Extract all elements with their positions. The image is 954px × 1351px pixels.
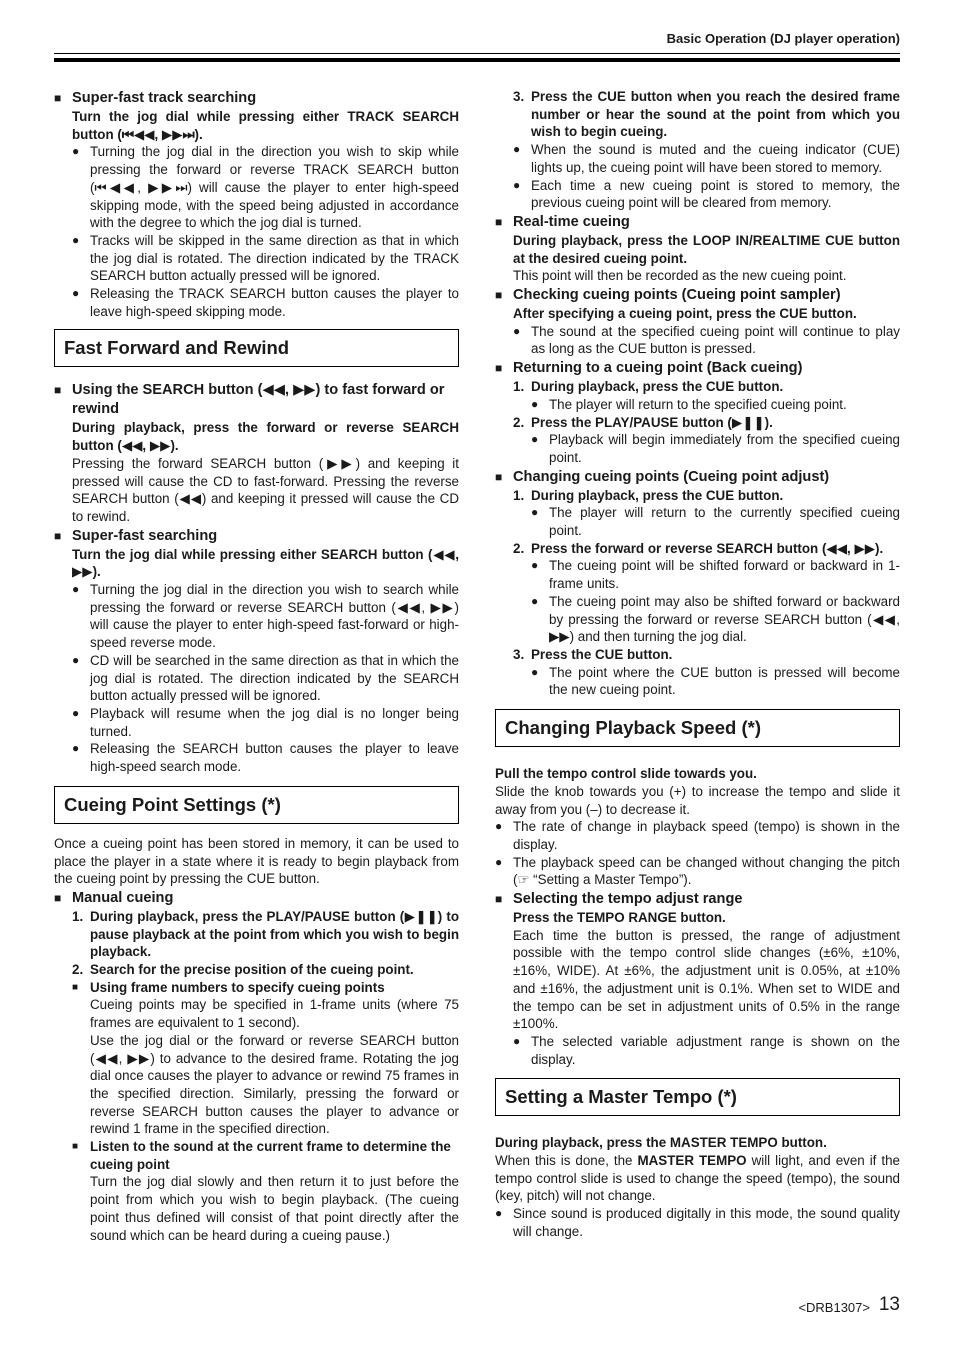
bullet-item: ● The cueing point will be shifted forward or backward in 1-frame units. <box>531 557 900 592</box>
subheading-frame-numbers: ■ Using frame numbers to specify cueing points <box>54 979 459 997</box>
body-text: This point will then be recorded as the new cueing point. <box>513 268 847 284</box>
bullet-item: ● Turning the jog dial in the direction you wish to search while pressing the forward or reverse SEARCH button (◀◀, ▶▶) will cause the player to enter high-speed fast-forward or high-speed reverse mode. <box>72 581 459 652</box>
body-text: Once a cueing point has been stored in memory, it can be used to place the player in a state where it is ready to begin playback from the cueing point by pressing the CUE button. <box>54 835 459 887</box>
heading-tempo-range: ■ Selecting the tempo adjust range <box>495 890 900 909</box>
instruction: Press the TEMPO RANGE button. <box>513 910 726 926</box>
bullet-item: ● The player will return to the currently specified cueing point. <box>531 504 900 539</box>
bullet-item: ● Turning the jog dial in the direction you wish to skip while pressing the forward or reverse TRACK SEARCH button (⏮◀◀, ▶▶⏭) will cause the player to enter high-speed skipping mode, with the speed being adjusted in accordance with the degree to which the jog dial is turned. <box>72 143 459 232</box>
body-text: Pressing the forward SEARCH button (▶▶) and keeping it pressed will cause the CD to fast-forward. Pressing the reverse SEARCH button (◀◀) and keeping it pressed will cause the CD to rewind. <box>72 455 459 524</box>
bullet-item: ● Releasing the TRACK SEARCH button causes the player to leave high-speed skipping mode. <box>72 285 459 320</box>
instruction: Pull the tempo control slide towards you. <box>495 766 757 782</box>
right-column <box>495 88 900 1241</box>
bullet-item: ● The playback speed can be changed without changing the pitch (☞ “Setting a Master Tempo”). <box>495 854 900 889</box>
step-3: 3. Press the CUE button. <box>513 646 673 662</box>
step-2: 2. Search for the precise position of the cueing point. <box>72 962 414 978</box>
section-title-cueing-point: Cueing Point Settings (*) <box>54 786 459 824</box>
bullet-item: ● When the sound is muted and the cueing indicator (CUE) lights up, the cueing point will have been stored to memory. <box>513 141 900 176</box>
bullet-item: ● Each time a new cueing point is stored to memory, the previous cueing point will be cleared from memory. <box>513 177 900 212</box>
section-title-master-tempo: Setting a Master Tempo (*) <box>495 1078 900 1116</box>
body-text: Turn the jog dial slowly and then return it to just before the point from which you wish to begin playback. (The cueing point thus defined will consist of that point directly after the sound which can be heard during a cueing pause.) <box>90 1174 459 1243</box>
bullet-item: ● Tracks will be skipped in the same direction as that in which the jog dial is rotated. The direction indicated by the TRACK SEARCH button actually pressed will be ignored. <box>72 232 459 285</box>
heading-back-cueing: ■ Returning to a cueing point (Back cueing) <box>495 359 900 378</box>
header-rule-thin <box>54 53 900 54</box>
heading-super-fast-searching: ■ Super-fast searching <box>54 527 459 546</box>
section-title-fast-forward: Fast Forward and Rewind <box>54 329 459 367</box>
bullet-item: ● Releasing the SEARCH button causes the player to leave high-speed search mode. <box>72 740 459 775</box>
document-code: <DRB1307> <box>798 1300 870 1315</box>
step-2: 2. Press the PLAY/PAUSE button (▶❚❚). <box>513 414 773 430</box>
step-2: 2. Press the forward or reverse SEARCH button (◀◀, ▶▶). <box>513 540 884 556</box>
instruction: During playback, press the LOOP IN/REALTIME CUE button at the desired cueing point. <box>513 232 900 266</box>
bullet-item: ● Since sound is produced digitally in this mode, the sound quality will change. <box>495 1205 900 1240</box>
heading-search-button: ■ Using the SEARCH button (◀◀, ▶▶) to fast forward or rewind <box>54 381 459 419</box>
left-column <box>54 88 459 1244</box>
instruction: Turn the jog dial while pressing either TRACK SEARCH button (⏮◀◀, ▶▶⏭). <box>72 109 459 142</box>
bullet-item: ● The point where the CUE button is pressed will become the new cueing point. <box>531 664 900 699</box>
instruction: After specifying a cueing point, press the CUE button. <box>513 306 857 322</box>
bullet-item: ● Playback will begin immediately from the specified cueing point. <box>531 431 900 466</box>
step-1: 1. During playback, press the CUE button. <box>513 379 784 395</box>
bullet-item: ● The sound at the specified cueing point will continue to play as long as the CUE button is pressed. <box>513 323 900 358</box>
instruction: During playback, press the MASTER TEMPO button. <box>495 1135 827 1151</box>
subheading-listen-sound: ■ Listen to the sound at the current frame to determine the cueing point <box>54 1138 459 1173</box>
heading-super-fast-track: ■ Super-fast track searching <box>54 89 459 108</box>
page-number: 13 <box>878 1294 900 1315</box>
bullet-item: ● Playback will resume when the jog dial is no longer being turned. <box>72 705 459 740</box>
bullet-item: ● The cueing point may also be shifted forward or backward by pressing the forward or reverse SEARCH button (◀◀, ▶▶) and then turning the jog dial. <box>531 593 900 646</box>
instruction: During playback, press the forward or reverse SEARCH button (◀◀, ▶▶). <box>72 420 459 454</box>
heading-real-time-cueing: ■ Real-time cueing <box>495 213 900 232</box>
bullet-item: ● The rate of change in playback speed (tempo) is shown in the display. <box>495 818 900 853</box>
body-text: Use the jog dial or the forward or reverse SEARCH button (◀◀, ▶▶) to advance to the desired frame. Rotating the jog dial once causes the player to advance or rewind 75 frames in the specified direction. Similarly, pressing the forward or reverse SEARCH button causes the player to advance or rewind 1 frame in the specified direction. <box>90 1032 459 1137</box>
bullet-item: ● CD will be searched in the same direction as that in which the jog dial is rotated. The direction indicated by the SEARCH button actually pressed will be ignored. <box>72 652 459 705</box>
step-3: 3. Press the CUE button when you reach the desired frame number or hear the sound at the point from which you wish to begin cueing. <box>513 89 900 140</box>
body-text: When this is done, the MASTER TEMPO will light, and even if the tempo control slide is used to change the speed (tempo), the sound (key, pitch) will not change. <box>495 1153 900 1204</box>
body-text: Slide the knob towards you (+) to increase the tempo and slide it away from you (–) to decrease it. <box>495 783 900 817</box>
bullet-item: ● The player will return to the specified cueing point. <box>531 396 900 414</box>
heading-manual-cueing: ■ Manual cueing <box>54 889 459 908</box>
body-text: Cueing points may be specified in 1-frame units (where 75 frames are equivalent to 1 second). <box>90 997 459 1031</box>
header-title: Basic Operation (DJ player operation) <box>666 31 900 46</box>
heading-cueing-adjust: ■ Changing cueing points (Cueing point adjust) <box>495 468 900 487</box>
section-title-playback-speed: Changing Playback Speed (*) <box>495 709 900 747</box>
step-1: 1. During playback, press the CUE button. <box>513 487 784 503</box>
bullet-item: ● The selected variable adjustment range is shown on the display. <box>513 1033 900 1068</box>
heading-checking-cueing: ■ Checking cueing points (Cueing point sampler) <box>495 286 900 305</box>
instruction: Turn the jog dial while pressing either SEARCH button (◀◀, ▶▶). <box>72 546 459 580</box>
header-rule-thick <box>54 58 900 62</box>
step-1: 1. During playback, press the PLAY/PAUSE button (▶❚❚) to pause playback at the point from which you wish to begin playback. <box>72 908 459 960</box>
body-text: Each time the button is pressed, the range of adjustment possible with the tempo control slide changes (±6%, ±10%, ±16%, WIDE). At ±6%, the adjustment unit is 0.05%, at ±10% and ±16%, the adjustment unit is 0.1%. When set to WIDE and the tempo can be set in adjustment units of 0.5% in the range ±100%. <box>513 927 900 1032</box>
